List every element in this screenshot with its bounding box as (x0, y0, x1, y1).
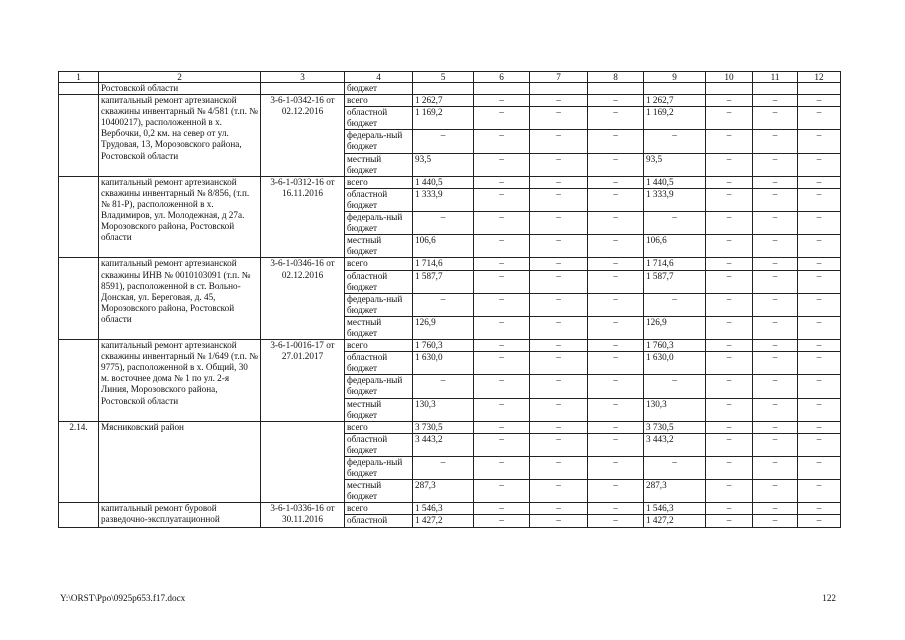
value-cell: – (706, 398, 753, 421)
value-cell: 1 760,3 (413, 340, 474, 352)
budget-kind: местный бюджет (345, 316, 413, 339)
value-cell: – (753, 457, 798, 480)
value-cell: – (706, 503, 753, 515)
column-header: 2 (99, 72, 261, 83)
table-row (59, 176, 841, 188)
value-cell: – (530, 352, 588, 375)
budget-kind: всего (345, 176, 413, 188)
budget-kind: всего (345, 503, 413, 515)
value-cell: – (474, 433, 530, 456)
document-code: 3-6-1-0016-17 от 27.01.2017 (261, 340, 345, 422)
value-cell: – (530, 258, 588, 270)
value-cell: 3 730,5 (413, 421, 474, 433)
value-cell: – (753, 130, 798, 153)
value-cell: 1 169,2 (413, 107, 474, 130)
value-cell: 1 262,7 (644, 95, 706, 107)
page-number: 122 (822, 593, 836, 603)
value-cell: 1 630,0 (413, 352, 474, 375)
value-cell: – (706, 153, 753, 176)
value-cell: – (474, 421, 530, 433)
document-page (58, 71, 840, 528)
value-cell: – (588, 130, 644, 153)
value-cell: – (798, 352, 841, 375)
value-cell: – (474, 153, 530, 176)
value-cell: – (706, 130, 753, 153)
value-cell: 106,6 (413, 235, 474, 258)
value-cell: – (530, 188, 588, 211)
value-cell: – (798, 176, 841, 188)
budget-kind: федераль-ный бюджет (345, 130, 413, 153)
row-number (59, 95, 99, 177)
value-cell: – (588, 421, 644, 433)
value-cell: – (644, 293, 706, 316)
table-row (59, 95, 841, 107)
object-name: капитальный ремонт артезианской скважины инвентарный № 4/581 (т.п. № 10400217), расположенной в х. Вербочки, 0,2 км. на север от ул. Трудовая, 13, Морозовского района, Ростовской области (99, 95, 261, 177)
value-cell: – (530, 457, 588, 480)
table-row (59, 340, 841, 352)
budget-kind: всего (345, 421, 413, 433)
value-cell: 93,5 (413, 153, 474, 176)
value-cell: – (798, 398, 841, 421)
value-cell: – (753, 480, 798, 503)
table-row (59, 503, 841, 515)
value-cell: 1 440,5 (413, 176, 474, 188)
value-cell: – (753, 235, 798, 258)
value-cell: – (753, 421, 798, 433)
value-cell: – (753, 503, 798, 515)
value-cell: – (530, 235, 588, 258)
value-cell: – (413, 375, 474, 398)
value-cell: – (798, 375, 841, 398)
value-cell: – (474, 270, 530, 293)
value-cell: – (588, 503, 644, 515)
row-number: 2.14. (59, 421, 99, 503)
row-number (59, 340, 99, 422)
value-cell: – (798, 107, 841, 130)
value-cell (474, 83, 530, 95)
table-row (59, 83, 841, 95)
value-cell: – (798, 153, 841, 176)
value-cell: – (530, 107, 588, 130)
column-header: 8 (588, 72, 644, 83)
value-cell: – (706, 107, 753, 130)
value-cell: 1 333,9 (413, 188, 474, 211)
value-cell: – (588, 515, 644, 527)
value-cell: – (706, 95, 753, 107)
value-cell: – (530, 340, 588, 352)
value-cell: – (753, 398, 798, 421)
value-cell: – (588, 398, 644, 421)
budget-kind: федераль-ный бюджет (345, 293, 413, 316)
budget-kind: областной бюджет (345, 352, 413, 375)
value-cell: – (474, 352, 530, 375)
value-cell: – (798, 421, 841, 433)
object-name: капитальный ремонт буровой разведочно-эксплуатационной (99, 503, 261, 527)
value-cell: – (644, 375, 706, 398)
value-cell: – (588, 176, 644, 188)
column-header: 5 (413, 72, 474, 83)
row-number (59, 83, 99, 95)
value-cell: – (530, 153, 588, 176)
value-cell: – (474, 503, 530, 515)
object-name: капитальный ремонт артезианской скважины ИНВ № 0010103091 (т.п. № 8591), расположенной в ст. Вольно-Донская, ул. Береговая, д. 45, Морозовского района, Ростовской области (99, 258, 261, 340)
budget-table (58, 71, 841, 528)
value-cell: – (706, 212, 753, 235)
value-cell: – (588, 107, 644, 130)
value-cell: – (474, 188, 530, 211)
value-cell (798, 83, 841, 95)
value-cell: – (798, 433, 841, 456)
budget-kind: областной бюджет (345, 188, 413, 211)
value-cell: – (706, 515, 753, 527)
column-header: 11 (753, 72, 798, 83)
value-cell: – (413, 212, 474, 235)
value-cell: – (413, 293, 474, 316)
value-cell: – (474, 375, 530, 398)
value-cell: – (644, 212, 706, 235)
value-cell: – (588, 293, 644, 316)
value-cell: – (588, 480, 644, 503)
budget-kind: областной бюджет (345, 433, 413, 456)
budget-kind: всего (345, 95, 413, 107)
value-cell: – (753, 107, 798, 130)
value-cell: 126,9 (413, 316, 474, 339)
value-cell: – (588, 433, 644, 456)
value-cell: – (798, 515, 841, 527)
value-cell: – (530, 515, 588, 527)
value-cell: – (706, 270, 753, 293)
value-cell: – (588, 352, 644, 375)
budget-kind: бюджет (345, 83, 413, 95)
value-cell: – (530, 212, 588, 235)
value-cell: – (798, 457, 841, 480)
column-header: 9 (644, 72, 706, 83)
value-cell: – (530, 398, 588, 421)
value-cell: – (798, 480, 841, 503)
budget-kind: всего (345, 258, 413, 270)
budget-kind: местный бюджет (345, 480, 413, 503)
value-cell: – (530, 293, 588, 316)
value-cell: 1 714,6 (644, 258, 706, 270)
document-code (261, 421, 345, 503)
value-cell: 1 714,6 (413, 258, 474, 270)
value-cell: – (474, 340, 530, 352)
value-cell: – (474, 235, 530, 258)
value-cell: 1 546,3 (413, 503, 474, 515)
value-cell: – (413, 130, 474, 153)
column-header: 4 (345, 72, 413, 83)
value-cell: – (588, 188, 644, 211)
value-cell: 1 427,2 (644, 515, 706, 527)
budget-kind: федераль-ный бюджет (345, 375, 413, 398)
document-code: 3-6-1-0342-16 от 02.12.2016 (261, 95, 345, 177)
value-cell: – (588, 235, 644, 258)
value-cell: 1 630,0 (644, 352, 706, 375)
table-row (59, 421, 841, 433)
value-cell (413, 83, 474, 95)
value-cell: – (588, 212, 644, 235)
value-cell: 3 443,2 (644, 433, 706, 456)
row-number (59, 176, 99, 258)
value-cell: – (706, 457, 753, 480)
object-name: Ростовской области (99, 83, 261, 95)
column-header: 3 (261, 72, 345, 83)
value-cell: – (474, 95, 530, 107)
file-path: Y:\ORST\Ppo\0925p653.f17.docx (60, 593, 186, 603)
document-code: 3-6-1-0336-16 от 30.11.2016 (261, 503, 345, 527)
value-cell: – (706, 375, 753, 398)
value-cell: – (474, 293, 530, 316)
value-cell: – (753, 433, 798, 456)
value-cell: – (706, 176, 753, 188)
value-cell: – (474, 480, 530, 503)
value-cell (644, 83, 706, 95)
value-cell: 3 443,2 (413, 433, 474, 456)
column-header: 6 (474, 72, 530, 83)
value-cell: – (530, 480, 588, 503)
value-cell: – (530, 95, 588, 107)
value-cell: – (753, 188, 798, 211)
document-code: 3-6-1-0346-16 от 02.12.2016 (261, 258, 345, 340)
value-cell: – (706, 433, 753, 456)
budget-kind: федераль-ный бюджет (345, 457, 413, 480)
value-cell: – (798, 235, 841, 258)
value-cell: – (706, 235, 753, 258)
value-cell: 1 262,7 (413, 95, 474, 107)
value-cell: – (798, 316, 841, 339)
value-cell: 130,3 (413, 398, 474, 421)
value-cell: 3 730,5 (644, 421, 706, 433)
object-name: капитальный ремонт артезианской скважины инвентарный № 1/649 (т.п. № 9775), расположенной в х. Общий, 30 м. восточнее дома № 1 по ул. 2-я Линия, Морозовского района, Ростовской области (99, 340, 261, 422)
value-cell: 1 587,7 (413, 270, 474, 293)
value-cell: 1 333,9 (644, 188, 706, 211)
value-cell: – (753, 153, 798, 176)
value-cell: – (530, 375, 588, 398)
value-cell: 287,3 (413, 480, 474, 503)
value-cell: – (530, 421, 588, 433)
value-cell: 1 169,2 (644, 107, 706, 130)
document-code (261, 83, 345, 95)
row-number (59, 258, 99, 340)
budget-kind: местный бюджет (345, 235, 413, 258)
value-cell: – (753, 258, 798, 270)
column-header: 12 (798, 72, 841, 83)
value-cell (753, 83, 798, 95)
value-cell: – (753, 316, 798, 339)
value-cell: – (798, 130, 841, 153)
value-cell: – (474, 457, 530, 480)
value-cell: – (530, 503, 588, 515)
value-cell: – (413, 457, 474, 480)
value-cell: – (644, 130, 706, 153)
budget-kind: всего (345, 340, 413, 352)
value-cell: – (706, 316, 753, 339)
value-cell: – (706, 421, 753, 433)
column-header: 1 (59, 72, 99, 83)
value-cell (530, 83, 588, 95)
value-cell: – (474, 258, 530, 270)
value-cell: – (706, 352, 753, 375)
value-cell: – (474, 107, 530, 130)
value-cell: 1 546,3 (644, 503, 706, 515)
value-cell (706, 83, 753, 95)
value-cell: 1 427,2 (413, 515, 474, 527)
value-cell: – (706, 340, 753, 352)
budget-kind: местный бюджет (345, 153, 413, 176)
value-cell: – (798, 188, 841, 211)
value-cell: – (530, 316, 588, 339)
value-cell: – (588, 340, 644, 352)
value-cell: – (474, 130, 530, 153)
value-cell: – (474, 316, 530, 339)
value-cell: – (753, 176, 798, 188)
object-name: Мясниковский район (99, 421, 261, 503)
value-cell: 93,5 (644, 153, 706, 176)
value-cell: – (798, 503, 841, 515)
value-cell: – (798, 95, 841, 107)
value-cell: – (706, 188, 753, 211)
budget-kind: областной бюджет (345, 270, 413, 293)
value-cell: – (798, 212, 841, 235)
value-cell: – (588, 457, 644, 480)
value-cell: – (644, 457, 706, 480)
value-cell: – (753, 515, 798, 527)
value-cell: – (530, 270, 588, 293)
value-cell: – (474, 515, 530, 527)
value-cell: – (706, 258, 753, 270)
value-cell: – (588, 153, 644, 176)
column-header: 10 (706, 72, 753, 83)
value-cell: – (588, 375, 644, 398)
value-cell: – (474, 212, 530, 235)
value-cell: – (798, 258, 841, 270)
value-cell: – (530, 176, 588, 188)
value-cell: – (798, 270, 841, 293)
value-cell: – (474, 398, 530, 421)
value-cell: – (798, 340, 841, 352)
value-cell: – (753, 95, 798, 107)
table-row (59, 258, 841, 270)
value-cell: – (753, 352, 798, 375)
value-cell: – (753, 212, 798, 235)
budget-kind: местный бюджет (345, 398, 413, 421)
value-cell: – (798, 293, 841, 316)
value-cell: – (588, 270, 644, 293)
value-cell: – (530, 130, 588, 153)
document-code: 3-6-1-0312-16 от 16.11.2016 (261, 176, 345, 258)
value-cell: 106,6 (644, 235, 706, 258)
value-cell: – (588, 258, 644, 270)
value-cell: – (753, 340, 798, 352)
row-number (59, 503, 99, 527)
value-cell: 1 440,5 (644, 176, 706, 188)
column-header: 7 (530, 72, 588, 83)
value-cell: 287,3 (644, 480, 706, 503)
value-cell: – (706, 480, 753, 503)
value-cell: – (706, 293, 753, 316)
budget-kind: областной (345, 515, 413, 527)
value-cell: 126,9 (644, 316, 706, 339)
value-cell: 130,3 (644, 398, 706, 421)
value-cell: – (588, 95, 644, 107)
object-name: капитальный ремонт артезианской скважины инвентарный № 8/856, (т.п. № 81-Р), расположенной в х. Владимиров, ул. Молодежная, д 27а. Морозовского района, Ростовской области (99, 176, 261, 258)
value-cell: – (588, 316, 644, 339)
value-cell (588, 83, 644, 95)
value-cell: 1 587,7 (644, 270, 706, 293)
value-cell: – (474, 176, 530, 188)
budget-kind: федераль-ный бюджет (345, 212, 413, 235)
value-cell: 1 760,3 (644, 340, 706, 352)
table-header-row (59, 72, 841, 83)
value-cell: – (753, 375, 798, 398)
value-cell: – (753, 293, 798, 316)
budget-kind: областной бюджет (345, 107, 413, 130)
value-cell: – (753, 270, 798, 293)
value-cell: – (530, 433, 588, 456)
